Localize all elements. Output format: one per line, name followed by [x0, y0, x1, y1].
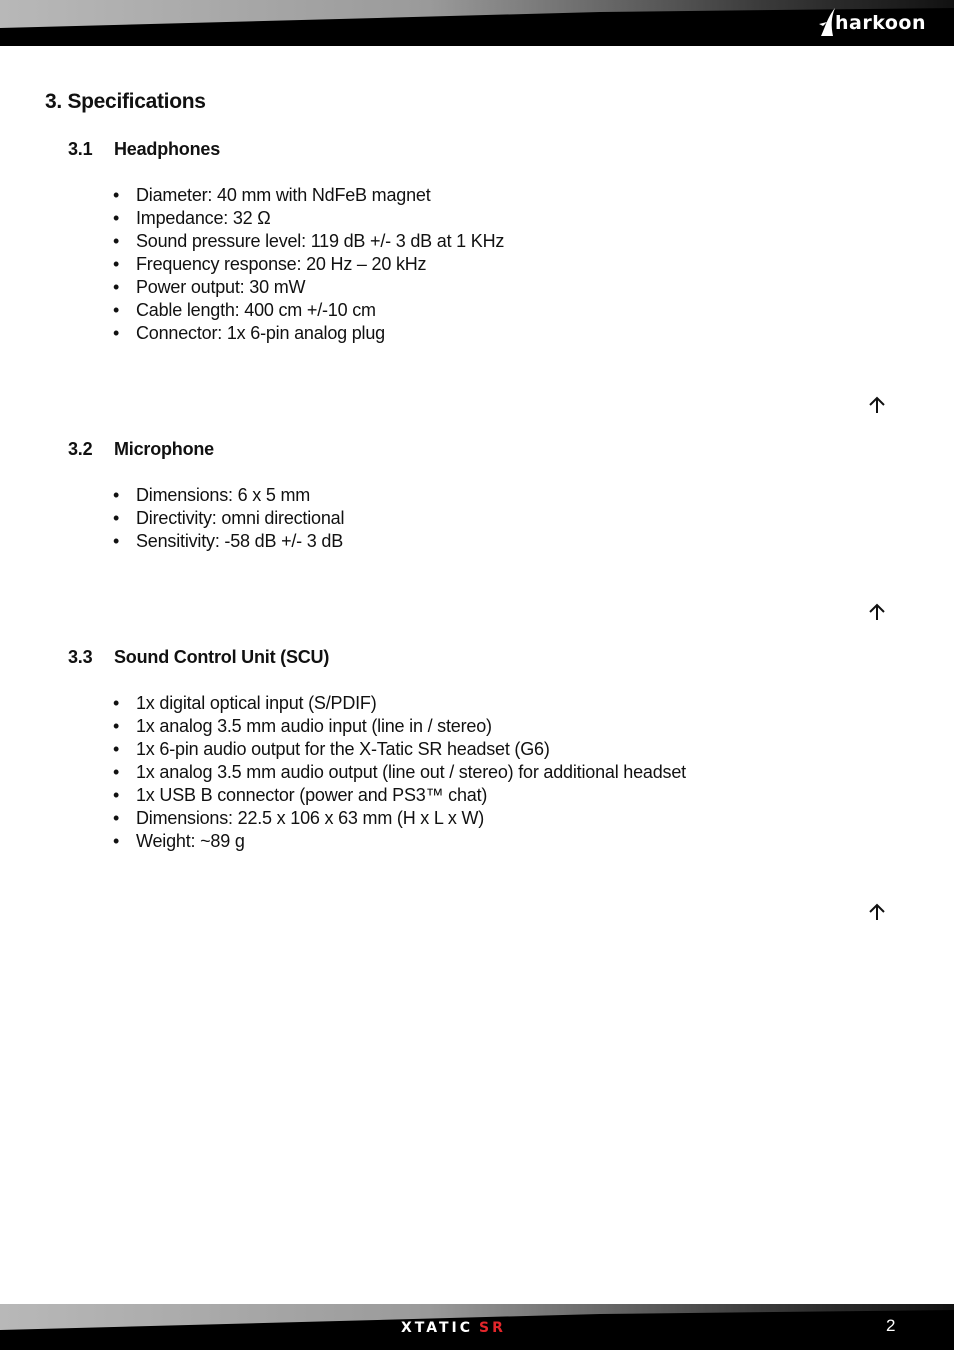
arrow-up-icon[interactable]: [868, 903, 886, 921]
list-item: • Diameter: 40 mm with NdFeB magnet: [113, 185, 431, 205]
microphone-spec-list: [113, 484, 344, 553]
subsection-title: Headphones: [114, 139, 221, 159]
list-item: • 1x analog 3.5 mm audio input (line in / stereo): [113, 716, 492, 736]
headphones-spec-list: [113, 184, 504, 345]
list-item: • 1x 6-pin audio output for the X-Tatic SR headset (G6): [113, 739, 550, 759]
page-number: 2: [886, 1316, 896, 1335]
xtatic-sr-logo: [401, 1318, 506, 1338]
list-item: • Cable length: 400 cm +/-10 cm: [113, 300, 376, 320]
list-item: • Sensitivity: -58 dB +/- 3 dB: [113, 531, 343, 551]
list-item: • Sound pressure level: 119 dB +/- 3 dB at 1 KHz: [113, 231, 505, 251]
subsection-heading-scu: [68, 647, 329, 668]
list-item: • Frequency response: 20 Hz – 20 kHz: [113, 254, 427, 274]
subsection-number: 3.2: [68, 439, 93, 459]
list-item: • Weight: ~89 g: [113, 831, 245, 851]
sharkoon-logo: [819, 4, 926, 42]
subsection-title: Sound Control Unit (SCU): [114, 647, 330, 667]
arrow-up-icon[interactable]: [868, 603, 886, 621]
brand-accent: SR: [479, 1320, 506, 1336]
list-item: • Directivity: omni directional: [113, 508, 345, 528]
header-gradient: [0, 0, 954, 46]
logo-text: harkoon: [835, 12, 926, 34]
list-item: • Impedance: 32 Ω: [113, 208, 271, 228]
list-item: • Power output: 30 mW: [113, 277, 306, 297]
arrow-up-icon[interactable]: [868, 396, 886, 414]
subsection-title: Microphone: [114, 439, 214, 459]
list-item: • 1x analog 3.5 mm audio output (line out / stereo) for additional headset: [113, 762, 686, 782]
list-item: • Dimensions: 6 x 5 mm: [113, 485, 311, 505]
subsection-heading-headphones: [68, 139, 220, 160]
subsection-number: 3.3: [68, 647, 93, 667]
list-item: • 1x USB B connector (power and PS3™ chat): [113, 785, 488, 805]
scu-spec-list: [113, 692, 686, 853]
list-item: • Dimensions: 22.5 x 106 x 63 mm (H x L x W): [113, 808, 485, 828]
list-item: • 1x digital optical input (S/PDIF): [113, 693, 377, 713]
subsection-heading-microphone: [68, 439, 214, 460]
brand-main: XTATIC: [401, 1320, 474, 1336]
section-title: 3. Specifications: [45, 90, 206, 113]
list-item: • Connector: 1x 6-pin analog plug: [113, 323, 385, 343]
page-header: [0, 0, 954, 46]
subsection-number: 3.1: [68, 139, 93, 159]
